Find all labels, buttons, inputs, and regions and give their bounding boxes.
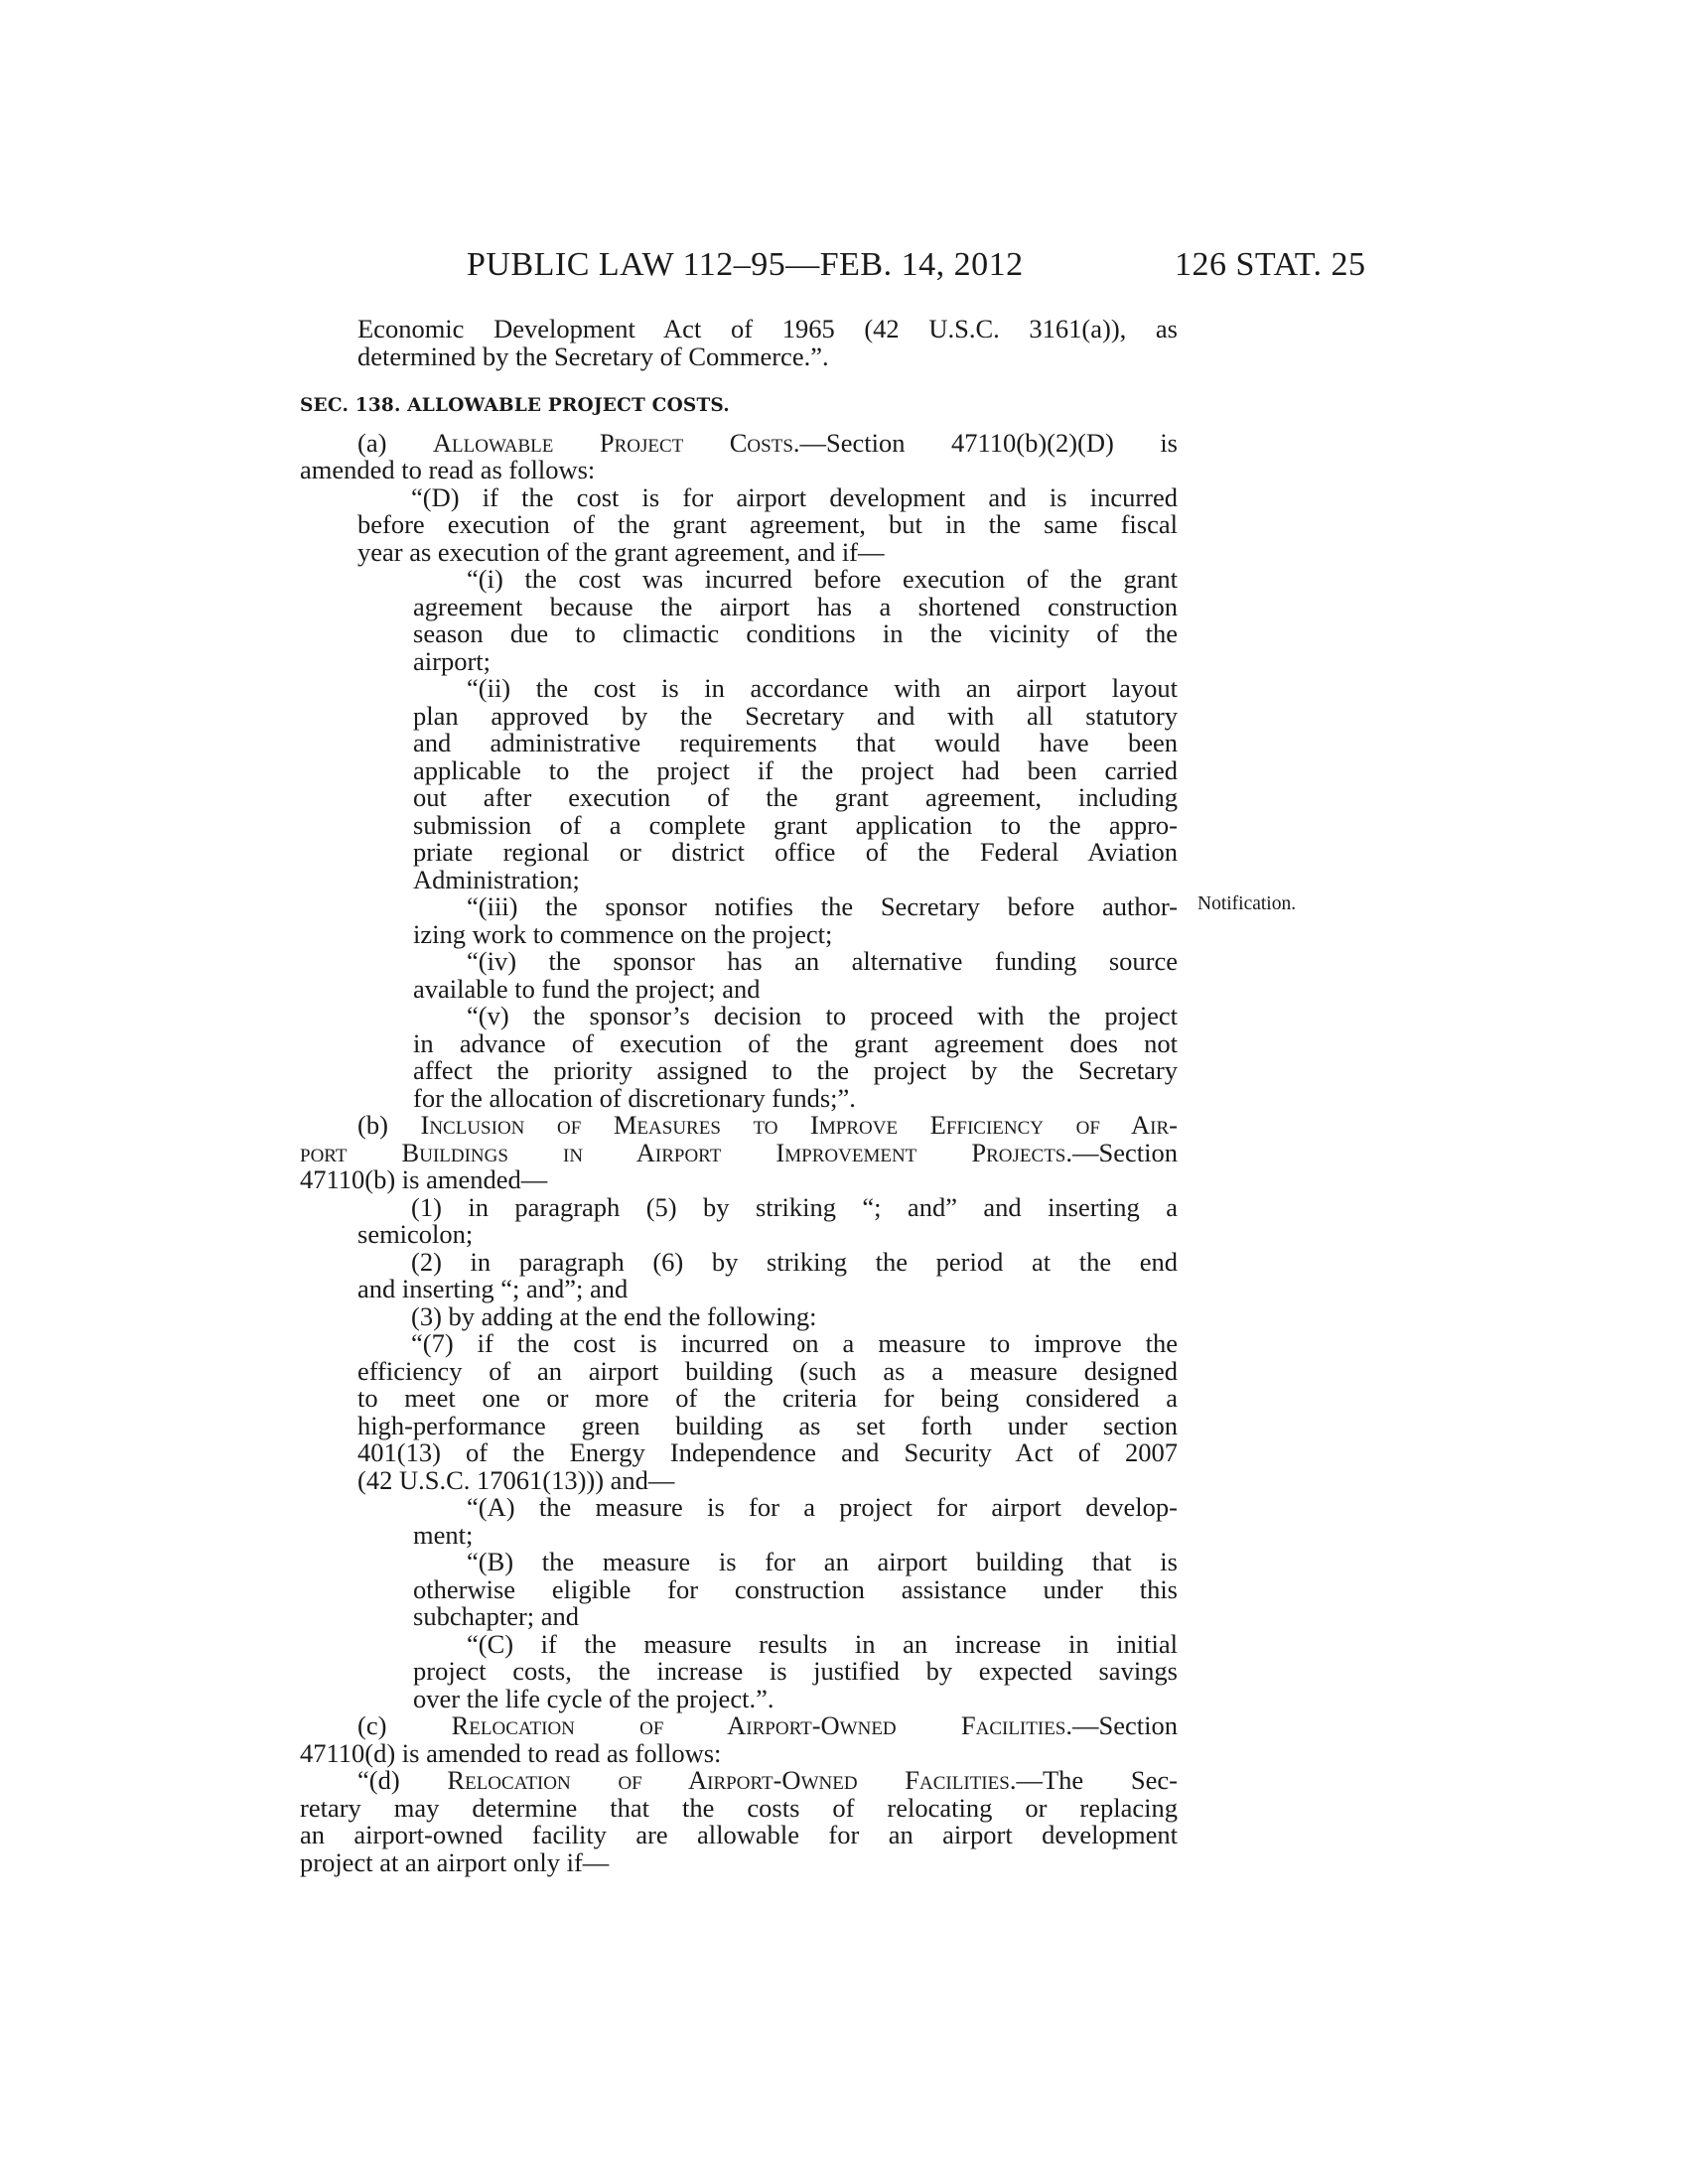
text-line: “(iv) the sponsor has an alternative funding source (467, 946, 1178, 976)
text-line: out after execution of the grant agreement, including (413, 782, 1178, 812)
text-line: over the life cycle of the project.”. (413, 1683, 774, 1713)
page-stat-number: 126 STAT. 25 (1175, 246, 1366, 283)
text-line: project at an airport only if— (300, 1846, 610, 1877)
text-line: (42 U.S.C. 17061(13))) and— (357, 1464, 675, 1495)
text-line: applicable to the project if the project had been carried (413, 754, 1178, 785)
running-header-title: PUBLIC LAW 112–95—FEB. 14, 2012 (467, 246, 1024, 283)
text-line: 47110(d) is amended to read as follows: (300, 1737, 722, 1768)
text-line: available to fund the project; and (413, 973, 761, 1004)
text-line: plan approved by the Secretary and with all statutory (413, 700, 1178, 731)
text-line: “(D) if the cost is for airport development and is incurred (411, 481, 1178, 512)
text-line: “(B) the measure is for an airport building that is (467, 1547, 1178, 1576)
text-line: efficiency of an airport building (such as a measure designed (357, 1355, 1178, 1386)
text-line: priate regional or district office of the Federal Aviation (413, 837, 1178, 867)
subsection-b-line: (b) Inclusion of Measures to Improve Efficiency of Air- (357, 1110, 1178, 1140)
text-line: and administrative requirements that would have been (413, 728, 1178, 757)
text-line: to meet one or more of the criteria for being considered a (357, 1383, 1178, 1413)
text-line: subchapter; and (413, 1601, 580, 1631)
text-line: (1) in paragraph (5) by striking “; and” and inserting a (411, 1191, 1178, 1222)
text-line: affect the priority assigned to the project by the Secretary (413, 1055, 1178, 1085)
subsection-c-line: (c) Relocation of Airport-Owned Facilities.—Section (357, 1710, 1178, 1740)
subsection-d-line: “(d) Relocation of Airport-Owned Facilities.—The Sec- (357, 1765, 1178, 1795)
text-line: “(A) the measure is for a project for airport develop- (467, 1492, 1178, 1522)
text-line: Economic Development Act of 1965 (42 U.S.C. 3161(a)), as (357, 314, 1178, 343)
section-heading: SEC. 138. ALLOWABLE PROJECT COSTS. (300, 395, 730, 416)
text-line: Administration; (413, 864, 580, 894)
text-line: airport; (413, 645, 491, 676)
text-line: “(C) if the measure results in an increase in initial (467, 1628, 1178, 1659)
text-line: season due to climactic conditions in the vicinity of the (413, 618, 1178, 648)
text-line: project costs, the increase is justified by expected savings (413, 1656, 1178, 1686)
text-line: determined by the Secretary of Commerce.”. (357, 341, 829, 371)
text-line: and inserting “; and”; and (357, 1274, 629, 1303)
text-line: “(iii) the sponsor notifies the Secretary before author- (467, 891, 1178, 921)
text-line: before execution of the grant agreement, but in the same fiscal (357, 509, 1178, 539)
document-body (300, 316, 1178, 1876)
text-line: an airport-owned facility are allowable for an airport development (300, 1820, 1178, 1849)
text-line: “(v) the sponsor’s decision to proceed with the project (467, 1001, 1178, 1030)
subsection-b-line: port Buildings in Airport Improvement Projects.—Section (300, 1137, 1178, 1167)
text-line: 401(13) of the Energy Independence and Security Act of 2007 (357, 1437, 1178, 1467)
text-line: “(i) the cost was incurred before execution of the grant (467, 564, 1178, 594)
text-line: 47110(b) is amended— (300, 1164, 548, 1194)
text-line: otherwise eligible for construction assistance under this (413, 1573, 1178, 1604)
text-line: semicolon; (357, 1219, 474, 1249)
subsection-a-line: (a) Allowable Project Costs.—Section 47110(b)(2)(D) is (357, 427, 1178, 458)
text-line: izing work to commence on the project; (413, 918, 833, 949)
margin-note: Notification. (1197, 893, 1297, 914)
text-line: amended to read as follows: (300, 455, 596, 484)
text-line: retary may determine that the costs of relocating or replacing (300, 1792, 1178, 1823)
text-line: agreement because the airport has a shortened construction (413, 591, 1178, 621)
text-line: submission of a complete grant application to the appro- (413, 809, 1178, 840)
text-line: “(7) if the cost is incurred on a measure to improve the (411, 1328, 1178, 1358)
text-line: in advance of execution of the grant agreement does not (413, 1027, 1178, 1058)
text-line: high-performance green building as set forth under section (357, 1410, 1178, 1440)
text-line: for the allocation of discretionary funds;”. (413, 1082, 856, 1113)
text-line: (2) in paragraph (6) by striking the period at the end (411, 1246, 1178, 1277)
text-line: (3) by adding at the end the following: (411, 1300, 817, 1331)
text-line: year as execution of the grant agreement, and if— (357, 536, 885, 567)
text-line: “(ii) the cost is in accordance with an airport layout (467, 673, 1178, 703)
text-line: ment; (413, 1519, 474, 1550)
